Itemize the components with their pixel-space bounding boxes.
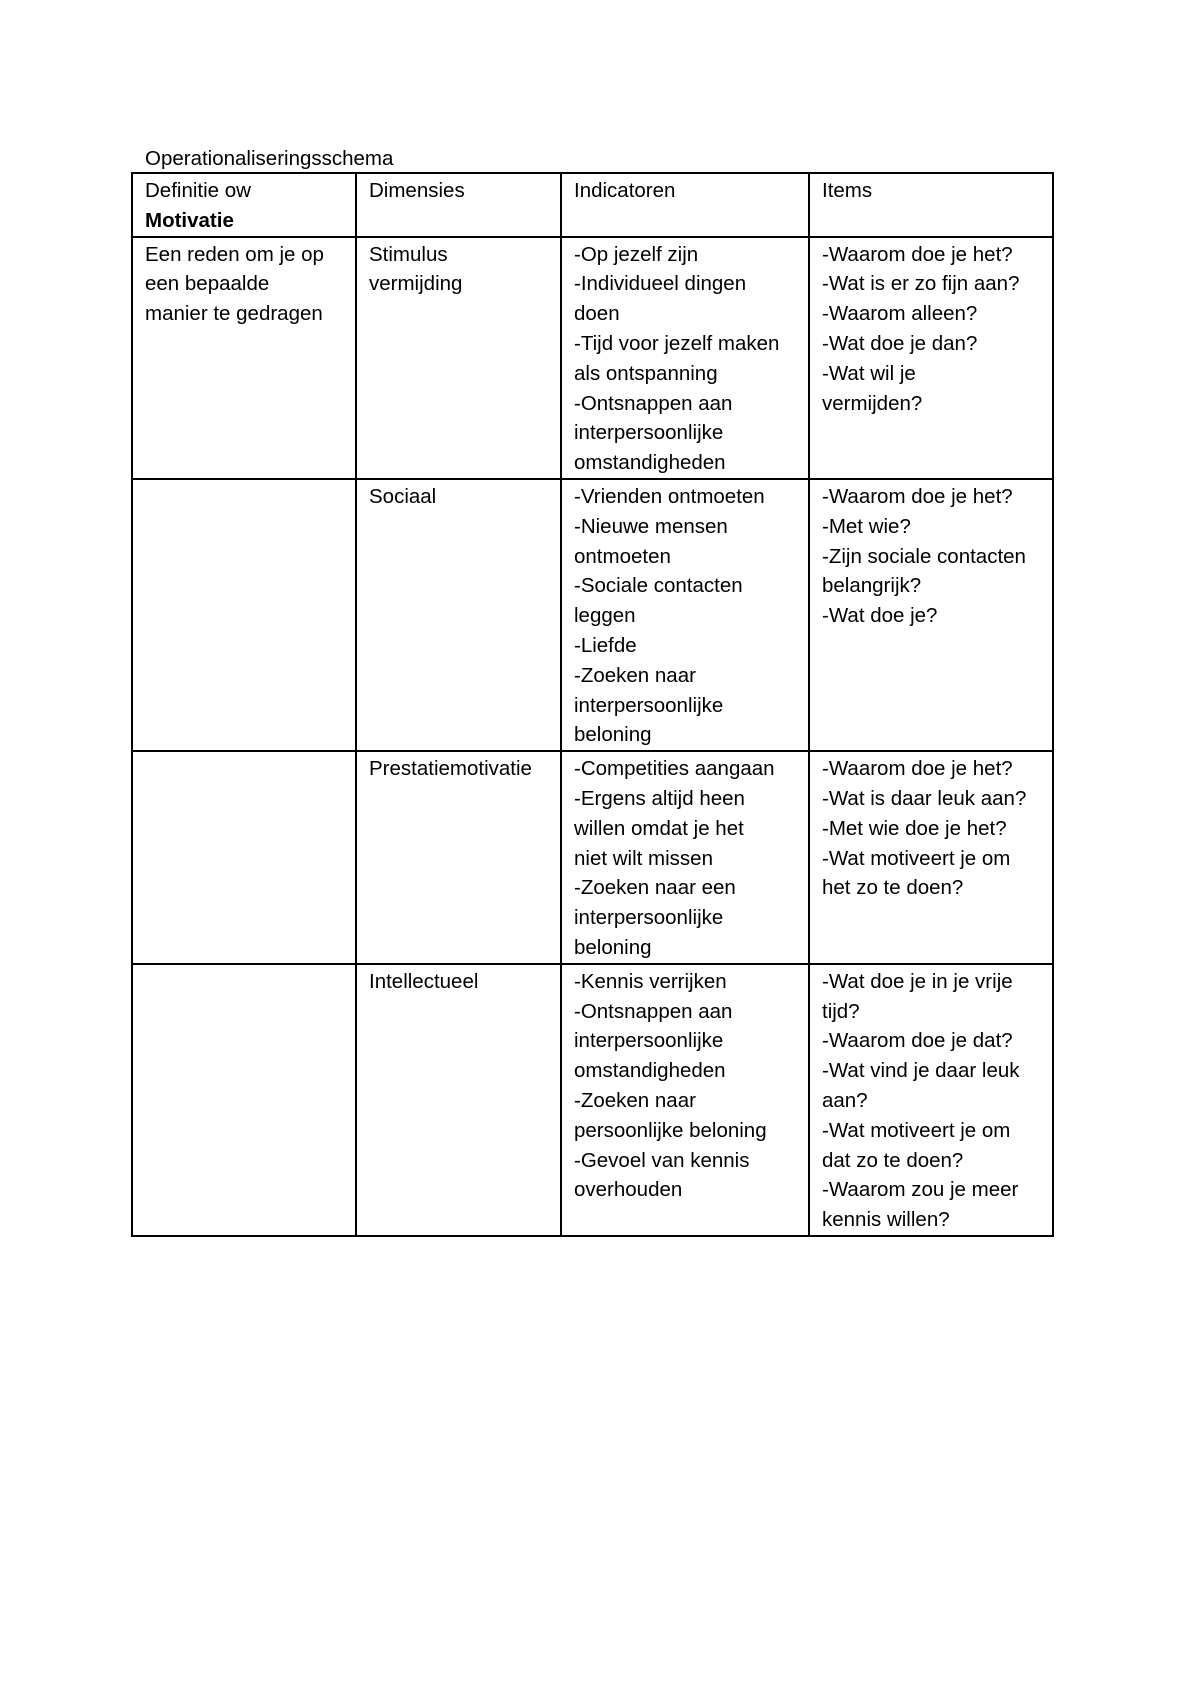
indicator-line: interpersoonlijke	[574, 421, 724, 445]
item-line: tijd?	[822, 999, 860, 1023]
indicator-line: interpersoonlijke	[574, 693, 724, 717]
header-indicators-label: Indicatoren	[574, 179, 676, 202]
indicator-line: leggen	[574, 604, 636, 628]
indicator-line: niet wilt missen	[574, 846, 713, 870]
indicator-line: ontmoeten	[574, 544, 671, 568]
item-line: -Wat vind je daar leuk	[822, 1059, 1020, 1083]
item-line: -Met wie doe je het?	[822, 816, 1007, 840]
dimension-cell	[356, 964, 561, 1236]
item-line: kennis willen?	[822, 1208, 950, 1232]
item-line: -Wat doe je in je vrije	[822, 969, 1013, 993]
dimension-line: Sociaal	[369, 484, 437, 508]
document-title: Operationaliseringsschema	[145, 147, 394, 170]
items-cell	[809, 751, 1053, 964]
table-row	[132, 964, 1053, 1236]
indicator-line: persoonlijke beloning	[574, 1118, 767, 1142]
operationalization-table	[131, 172, 1054, 1237]
item-line: dat zo te doen?	[822, 1148, 964, 1172]
indicator-line: -Competities aangaan	[574, 757, 775, 781]
indicator-line: -Liefde	[574, 633, 637, 657]
header-items-label: Items	[822, 179, 873, 202]
indicator-line: -Individueel dingen	[574, 272, 747, 296]
definition-cell-empty	[132, 964, 356, 1236]
table-row	[132, 479, 1053, 751]
indicator-line: interpersoonlijke	[574, 906, 724, 930]
dimension-cell	[356, 751, 561, 964]
indicator-line: -Kennis verrijken	[574, 969, 727, 993]
item-line: -Waarom zou je meer	[822, 1178, 1019, 1202]
definition-line: Een reden om je op	[145, 242, 324, 266]
item-line: aan?	[822, 1088, 868, 1112]
header-concept-label: Motivatie	[145, 208, 234, 232]
indicator-line: overhouden	[574, 1178, 683, 1202]
header-items	[809, 173, 1053, 237]
indicator-line: omstandigheden	[574, 1059, 726, 1083]
indicator-line: -Gevoel van kennis	[574, 1148, 750, 1172]
indicator-line: willen omdat je het	[574, 816, 744, 840]
item-line: -Wat is er zo fijn aan?	[822, 272, 1020, 296]
table-header-row	[132, 173, 1053, 237]
item-line: -Zijn sociale contacten	[822, 544, 1026, 568]
dimension-line: Stimulus	[369, 242, 448, 266]
dimension-cell	[356, 237, 561, 479]
item-line: -Waarom doe je het?	[822, 757, 1013, 781]
indicator-line: -Sociale contacten	[574, 574, 743, 598]
item-line: -Wat doe je?	[822, 604, 938, 628]
dimension-line: vermijding	[369, 272, 463, 296]
item-line: -Waarom doe je dat?	[822, 1029, 1013, 1053]
definition-cell	[132, 237, 356, 479]
indicators-cell	[561, 479, 809, 751]
items-cell	[809, 237, 1053, 479]
indicator-line: -Op jezelf zijn	[574, 242, 699, 266]
item-line: -Waarom alleen?	[822, 302, 978, 326]
header-indicators	[561, 173, 809, 237]
indicator-line: -Ontsnappen aan	[574, 999, 733, 1023]
indicator-line: -Vrienden ontmoeten	[574, 484, 765, 508]
dimension-line: Intellectueel	[369, 969, 479, 993]
indicator-line: -Zoeken naar	[574, 1088, 696, 1112]
indicator-line: -Tijd voor jezelf maken	[574, 331, 780, 355]
item-line: -Wat wil je	[822, 361, 916, 385]
header-dimensions	[356, 173, 561, 237]
item-line: -Waarom doe je het?	[822, 242, 1013, 266]
item-line: -Wat doe je dan?	[822, 331, 978, 355]
item-line: -Waarom doe je het?	[822, 484, 1013, 508]
header-definition	[132, 173, 356, 237]
items-cell	[809, 479, 1053, 751]
item-line: -Wat motiveert je om	[822, 846, 1011, 870]
definition-line: manier te gedragen	[145, 302, 323, 326]
indicators-cell	[561, 237, 809, 479]
indicator-line: -Zoeken naar een	[574, 876, 736, 900]
indicator-line: interpersoonlijke	[574, 1029, 724, 1053]
indicator-line: -Ergens altijd heen	[574, 786, 745, 810]
indicator-line: als ontspanning	[574, 361, 718, 385]
item-line: belangrijk?	[822, 574, 922, 598]
indicator-line: beloning	[574, 723, 652, 747]
header-dimensions-label: Dimensies	[369, 179, 465, 202]
indicators-cell	[561, 751, 809, 964]
item-line: het zo te doen?	[822, 876, 964, 900]
header-definition-label: Definitie ow	[145, 179, 251, 202]
item-line: vermijden?	[822, 391, 923, 415]
table-row	[132, 751, 1053, 964]
dimension-line: Prestatiemotivatie	[369, 757, 532, 781]
item-line: -Wat motiveert je om	[822, 1118, 1011, 1142]
items-cell	[809, 964, 1053, 1236]
indicator-line: beloning	[574, 935, 652, 959]
indicators-cell	[561, 964, 809, 1236]
table-row	[132, 237, 1053, 479]
indicator-line: omstandigheden	[574, 451, 726, 475]
dimension-cell	[356, 479, 561, 751]
definition-cell-empty	[132, 479, 356, 751]
indicator-line: -Ontsnappen aan	[574, 391, 733, 415]
indicator-line: -Nieuwe mensen	[574, 514, 728, 538]
item-line: -Met wie?	[822, 514, 911, 538]
item-line: -Wat is daar leuk aan?	[822, 786, 1027, 810]
indicator-line: -Zoeken naar	[574, 663, 696, 687]
definition-cell-empty	[132, 751, 356, 964]
indicator-line: doen	[574, 302, 620, 326]
definition-line: een bepaalde	[145, 272, 270, 296]
